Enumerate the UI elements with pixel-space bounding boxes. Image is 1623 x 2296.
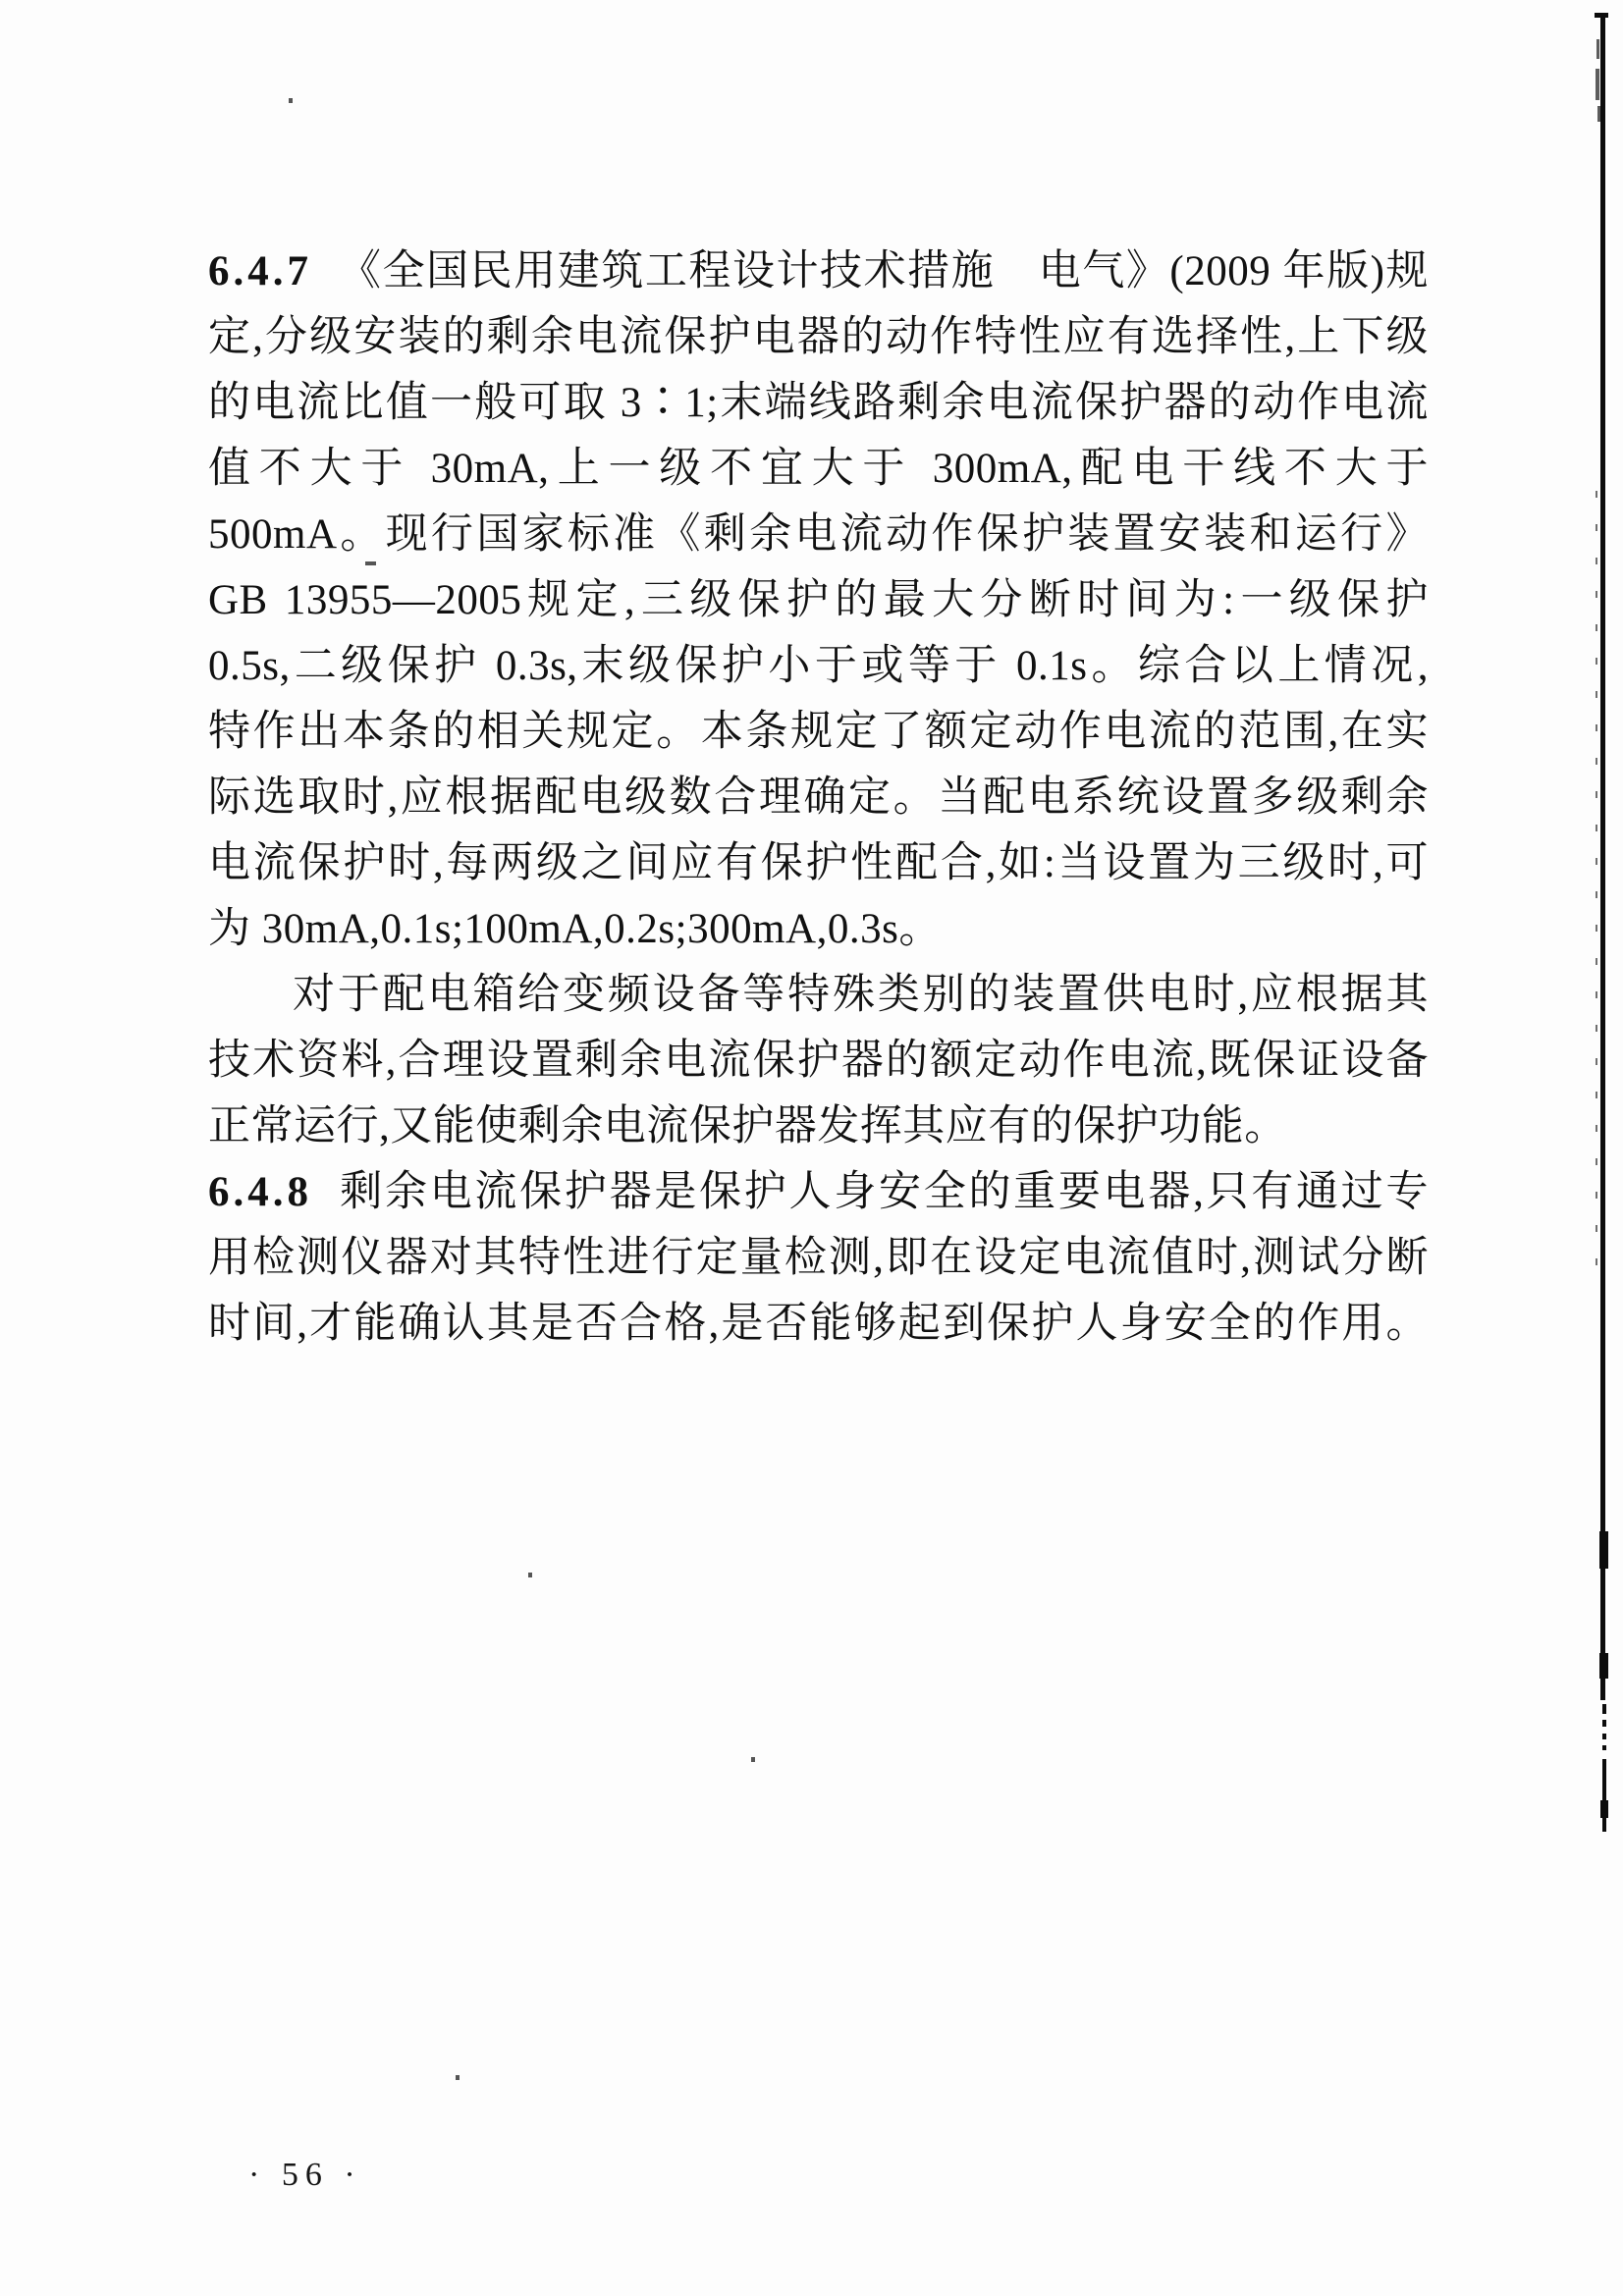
text-line-3 [208, 370, 1429, 436]
scan-speck-3 [528, 1573, 532, 1577]
text-line-6-content: GB 13955—2005规定,三级保护的最大分断时间为:一级保护 [208, 577, 1429, 623]
text-line-9-content: 际选取时,应根据配电级数合理确定。当配电系统设置多级剩余 [208, 774, 1429, 821]
text-line-14 [208, 1094, 1429, 1159]
text-line-17 [208, 1291, 1429, 1357]
text-line-13-content: 技术资料,合理设置剩余电流保护器的额定动作电流,既保证设备 [208, 1038, 1429, 1084]
text-line-8 [208, 699, 1429, 765]
text-line-16 [208, 1225, 1429, 1291]
scan-border-dash-1 [1602, 1704, 1606, 1714]
text-line-10 [208, 830, 1429, 896]
text-line-4 [208, 436, 1429, 502]
text-line-13 [208, 1028, 1429, 1094]
text-line-2 [208, 304, 1429, 370]
page-number: · 56 · [248, 2157, 362, 2193]
scan-speck-2 [365, 561, 376, 565]
section-number-648: 6.4.8 [208, 1169, 312, 1215]
text-line-2-content: 定,分级安装的剩余电流保护电器的动作特性应有选择性,上下级 [208, 314, 1429, 360]
section-number-647: 6.4.7 [208, 248, 312, 294]
scan-speck-5 [456, 2075, 460, 2080]
text-line-15-content: 剩余电流保护器是保护人身安全的重要电器,只有通过专 [338, 1169, 1429, 1215]
text-line-15 [208, 1159, 1429, 1225]
text-line-9 [208, 765, 1429, 830]
scan-border-fuzz-1 [1596, 39, 1599, 59]
text-line-1 [208, 239, 1429, 304]
text-line-17-content: 时间,才能确认其是否合格,是否能够起到保护人身安全的作用。 [208, 1301, 1429, 1347]
body-text-block [208, 239, 1429, 1357]
scan-border-dash-3 [1602, 1734, 1606, 1739]
text-line-11-content: 为 30mA,0.1s;100mA,0.2s;300mA,0.3s。 [208, 906, 942, 952]
scan-speck-4 [751, 1757, 755, 1762]
text-line-6 [208, 567, 1429, 633]
scan-border-companion-dashes [1596, 491, 1597, 1276]
scan-speck-1 [289, 98, 293, 103]
scan-border-blob-1 [1599, 1531, 1608, 1569]
scan-border-dash-4 [1602, 1745, 1606, 1750]
text-line-12 [208, 962, 1429, 1028]
text-line-7 [208, 633, 1429, 699]
text-line-8-content: 特作出本条的相关规定。本条规定了额定动作电流的范围,在实 [208, 709, 1429, 755]
text-line-4-content: 值不大于 30mA,上一级不宜大于 300mA,配电干线不大于 [208, 446, 1429, 492]
text-line-5-content: 500mA。现行国家标准《剩余电流动作保护装置安装和运行》 [208, 511, 1429, 558]
text-line-16-content: 用检测仪器对其特性进行定量检测,即在设定电流值时,测试分断 [208, 1235, 1429, 1281]
scan-border-fuzz-2 [1596, 69, 1599, 100]
text-line-14-content: 正常运行,又能使剩余电流保护器发挥其应有的保护功能。 [208, 1103, 1287, 1149]
text-line-5 [208, 502, 1429, 567]
text-line-10-content: 电流保护时,每两级之间应有保护性配合,如:当设置为三级时,可 [208, 840, 1429, 886]
scan-border-blob-3 [1600, 1800, 1608, 1818]
text-line-11 [208, 896, 1429, 962]
text-line-12-content: 对于配电箱给变频设备等特殊类别的装置供电时,应根据其 [293, 972, 1429, 1018]
scan-border-line-lower [1602, 1759, 1606, 1832]
scan-border-fuzz-3 [1597, 106, 1600, 122]
scan-border-dash-2 [1602, 1720, 1606, 1727]
scan-border-blob-2 [1599, 1653, 1608, 1679]
text-line-3-content: 的电流比值一般可取 3∶1;末端线路剩余电流保护器的动作电流 [208, 380, 1429, 426]
text-line-1-content: 《全国民用建筑工程设计技术措施 电气》(2009 年版)规 [338, 248, 1429, 294]
scan-border-top-hook [1595, 13, 1608, 18]
scan-border-line-main [1600, 13, 1605, 1700]
text-line-7-content: 0.5s,二级保护 0.3s,末级保护小于或等于 0.1s。综合以上情况, [208, 643, 1429, 689]
